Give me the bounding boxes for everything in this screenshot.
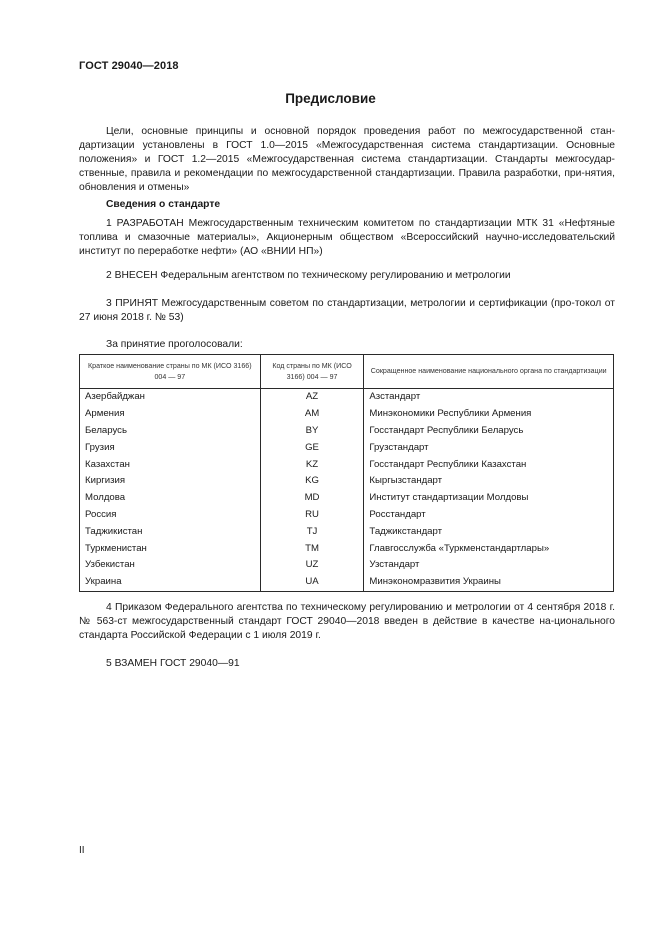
- national-body: Азстандарт: [364, 389, 614, 406]
- header-national-body: Сокращенное наименование национального органа по стандартизации: [364, 355, 614, 389]
- country-name: Таджикистан: [80, 523, 261, 540]
- item-developed: 1 РАЗРАБОТАН Межгосударственным техническим комитетом по стандартизации МТК 31 «Нефтяные топлива и смазочные материалы», Акционерным обществом «Всероссийский научно-исследовательский институт по переработке нефти» (АО «ВНИИ НП»): [79, 218, 615, 257]
- country-code: UA: [260, 574, 364, 591]
- header-country-code: Код страны по МК (ИСО 3166) 004 — 97: [260, 355, 364, 389]
- country-code: KZ: [260, 456, 364, 473]
- country-code: MD: [260, 490, 364, 507]
- country-name: Казахстан: [80, 456, 261, 473]
- table-row: [80, 456, 614, 473]
- section-heading: Сведения о стандарте: [106, 199, 221, 210]
- national-body: Минэкономразвития Украины: [364, 574, 614, 591]
- country-code: GE: [260, 439, 364, 456]
- country-code: TM: [260, 540, 364, 557]
- voting-table: [79, 354, 614, 592]
- table-header-row: [80, 355, 614, 389]
- country-name: Армения: [80, 406, 261, 423]
- national-body: Госстандарт Республики Беларусь: [364, 423, 614, 440]
- country-name: Грузия: [80, 439, 261, 456]
- table-row: [80, 439, 614, 456]
- page-title: Предисловие: [285, 91, 376, 106]
- country-name: Молдова: [80, 490, 261, 507]
- country-name: Азербайджан: [80, 389, 261, 406]
- country-name: Россия: [80, 507, 261, 524]
- country-code: AZ: [260, 389, 364, 406]
- table-row: [80, 490, 614, 507]
- header-country-name: Краткое наименование страны по МК (ИСО 3166) 004 — 97: [80, 355, 261, 389]
- table-row: [80, 574, 614, 591]
- table-row: [80, 540, 614, 557]
- national-body: Институт стандартизации Молдовы: [364, 490, 614, 507]
- item-adopted: 3 ПРИНЯТ Межгосударственным советом по стандартизации, метрологии и сертификации (про-токол от 27 июня 2018 г. № 53): [79, 298, 615, 323]
- country-name: Украина: [80, 574, 261, 591]
- country-code: TJ: [260, 523, 364, 540]
- table-row: [80, 389, 614, 406]
- country-code: AM: [260, 406, 364, 423]
- national-body: Росстандарт: [364, 507, 614, 524]
- country-code: KG: [260, 473, 364, 490]
- country-code: UZ: [260, 557, 364, 574]
- table-row: [80, 473, 614, 490]
- national-body: Узстандарт: [364, 557, 614, 574]
- national-body: Кыргызстандарт: [364, 473, 614, 490]
- item-replaces: 5 ВЗАМЕН ГОСТ 29040—91: [106, 658, 240, 669]
- national-body: Таджикстандарт: [364, 523, 614, 540]
- table-row: [80, 523, 614, 540]
- country-code: RU: [260, 507, 364, 524]
- table-row: [80, 507, 614, 524]
- country-name: Киргизия: [80, 473, 261, 490]
- table-row: [80, 557, 614, 574]
- page-number: II: [79, 845, 85, 856]
- national-body: Главгосслужба «Туркменстандартлары»: [364, 540, 614, 557]
- intro-paragraph: Цели, основные принципы и основной порядок проведения работ по межгосударственной стан-дартизации установлены в ГОСТ 1.0—2015 «Межгосударственная система стандартизации. Основные положения» и ГОСТ 1.2—2015 «Межгосударственная система стандартизации. Стандарты межгосудар-ственные, правила и рекомендации по межгосударственной стандартизации. Правила разработки, при-нятия, обновления и отмены»: [79, 126, 615, 193]
- item-introduced: 2 ВНЕСЕН Федеральным агентством по техническому регулированию и метрологии: [106, 270, 511, 281]
- country-code: BY: [260, 423, 364, 440]
- national-body: Минэкономики Республики Армения: [364, 406, 614, 423]
- document-code: ГОСТ 29040—2018: [79, 60, 179, 72]
- table-row: [80, 406, 614, 423]
- country-name: Беларусь: [80, 423, 261, 440]
- table-caption: За принятие проголосовали:: [106, 339, 243, 350]
- country-name: Туркменистан: [80, 540, 261, 557]
- national-body: Госстандарт Республики Казахстан: [364, 456, 614, 473]
- item-enacted: 4 Приказом Федерального агентства по техническому регулированию и метрологии от 4 сентября 2018 г. № 563-ст межгосударственный стандарт ГОСТ 29040—2018 введен в действие в качестве на-ционального стандарта Российской Федерации с 1 июля 2019 г.: [79, 602, 615, 641]
- national-body: Грузстандарт: [364, 439, 614, 456]
- table-row: [80, 423, 614, 440]
- country-name: Узбекистан: [80, 557, 261, 574]
